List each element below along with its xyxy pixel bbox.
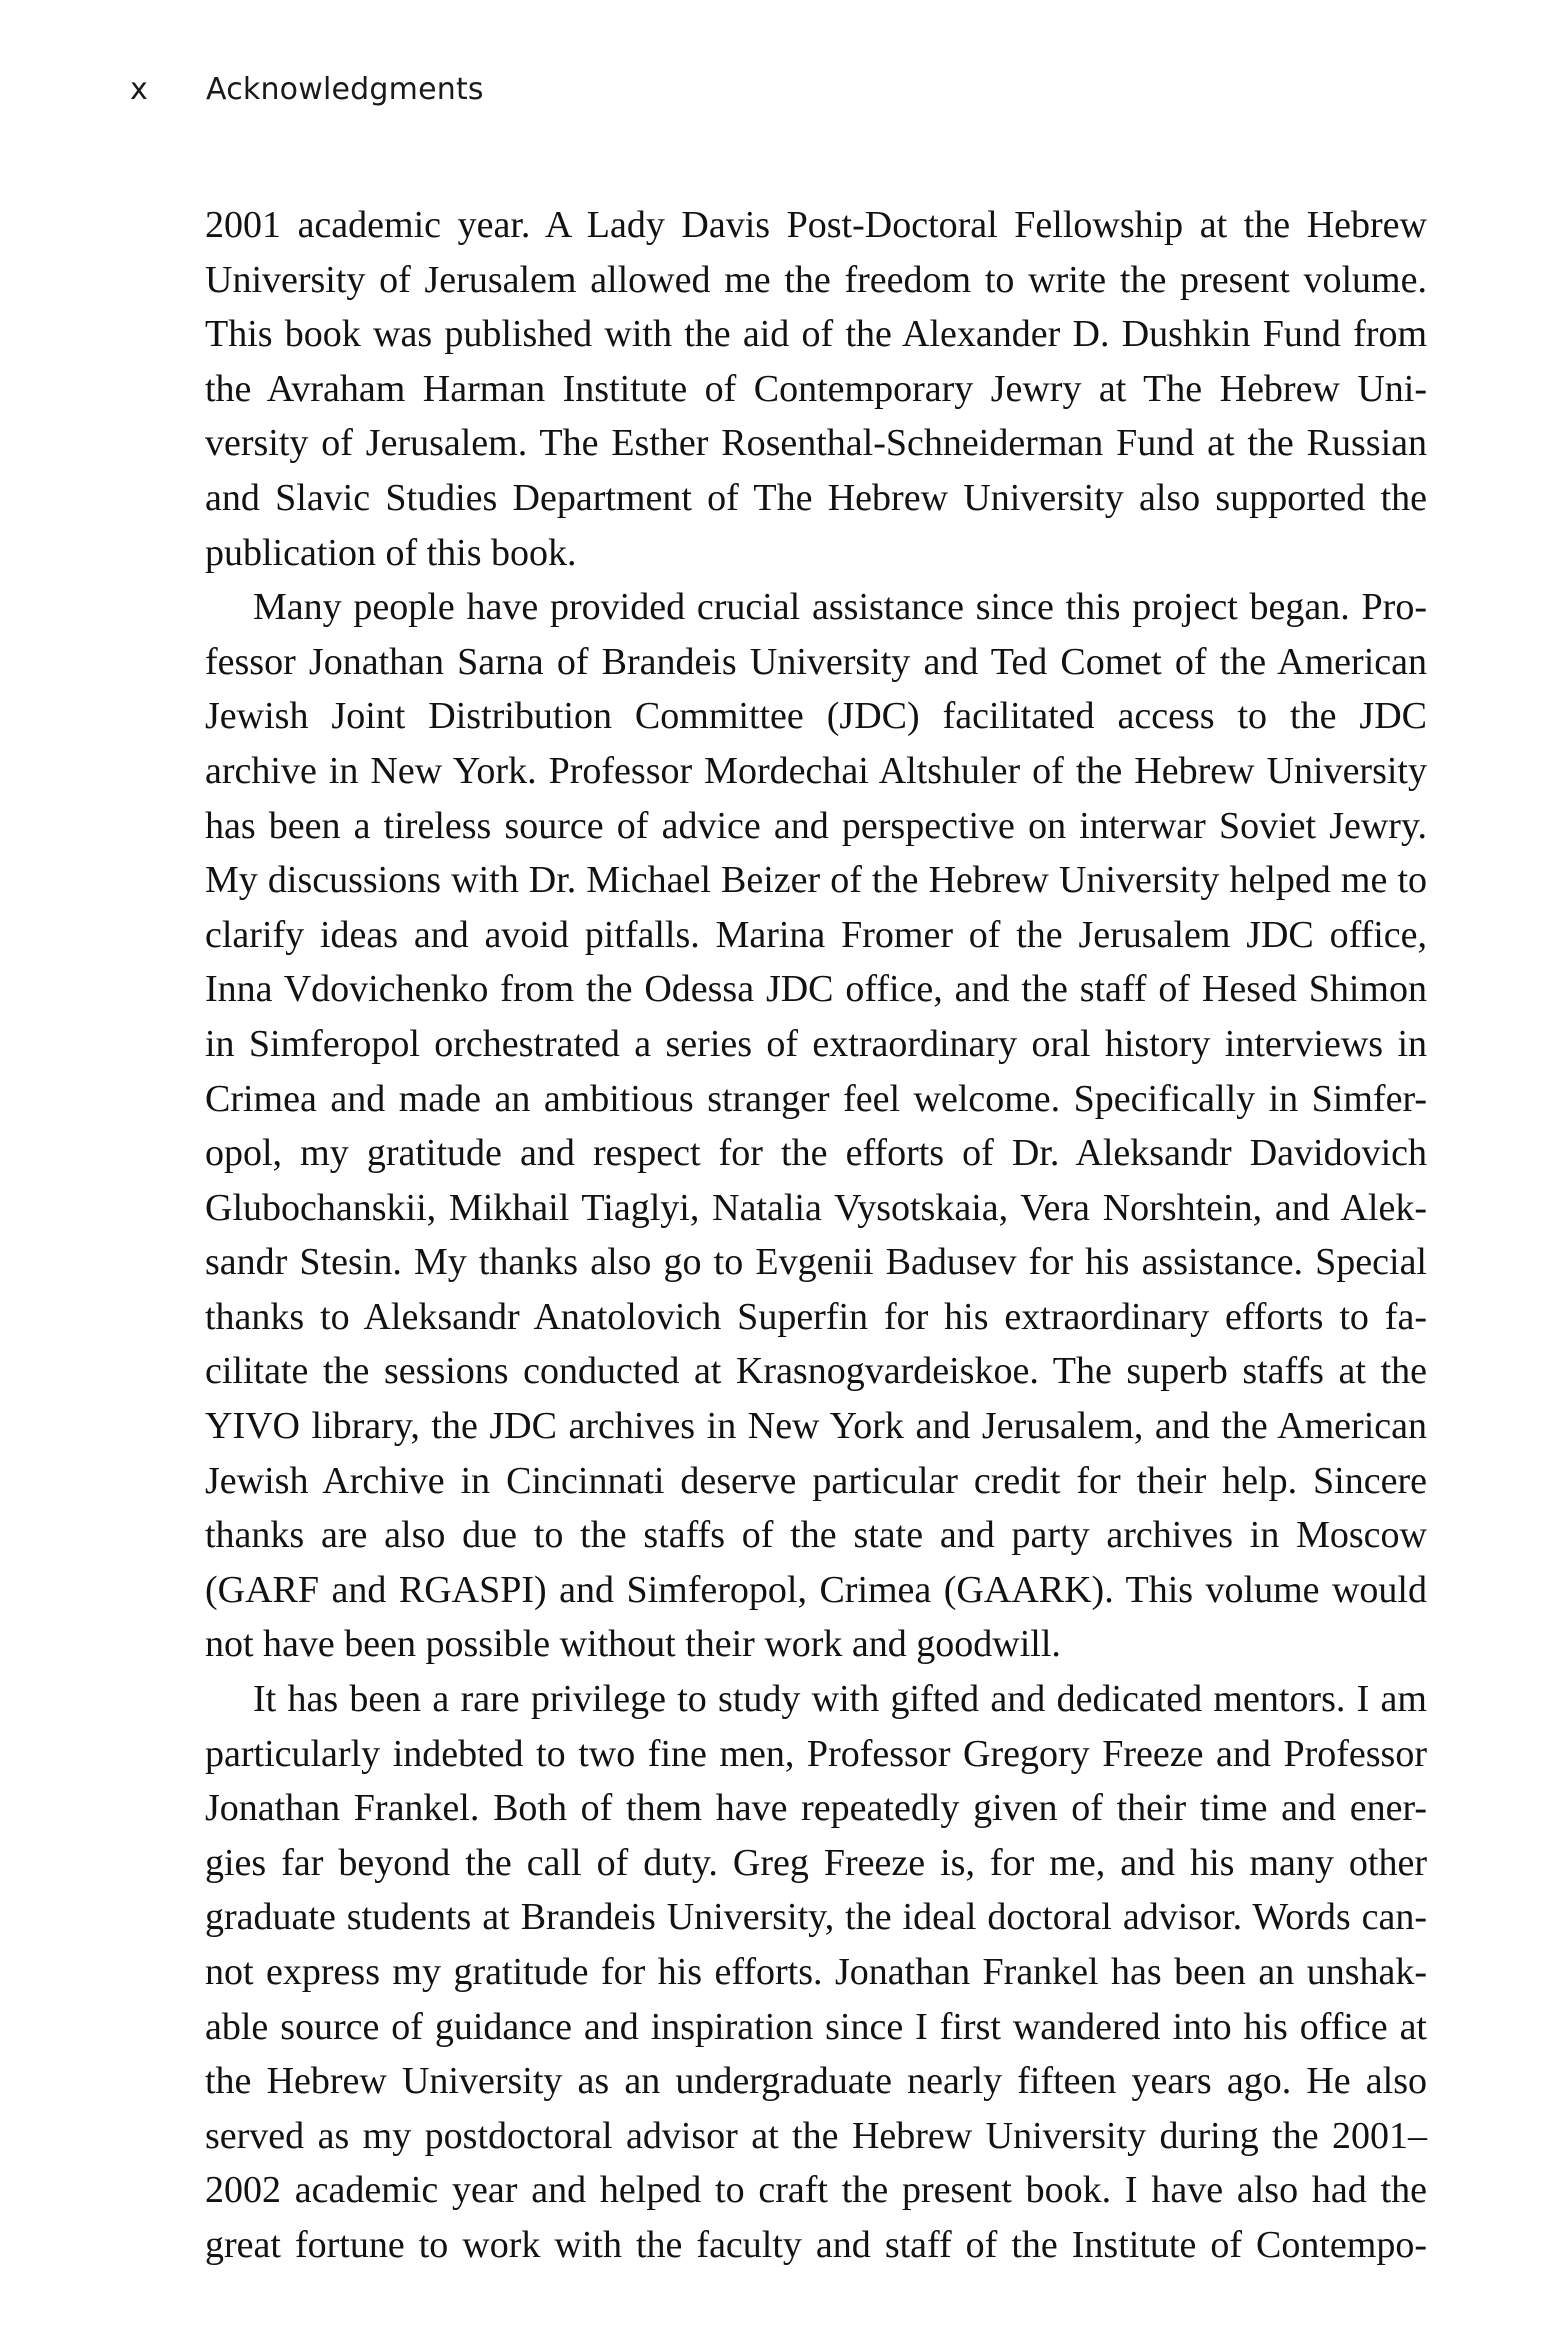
text-line: not express my gratitude for his efforts. Jonathan Frankel has been an unshak-	[205, 1951, 1427, 1993]
text-line: sandr Stesin. My thanks also go to Evgenii Badusev for his assistance. Special	[205, 1241, 1427, 1284]
running-head-title: Acknowledgments	[206, 72, 484, 107]
page-number: x	[130, 72, 148, 107]
text-line: clarify ideas and avoid pitfalls. Marina Fromer of the Jerusalem JDC office,	[205, 913, 1427, 956]
text-line: Jonathan Frankel. Both of them have repeatedly given of their time and ener-	[205, 1787, 1427, 1830]
text-line: 2001 academic year. A Lady Davis Post-Doctoral Fellowship at the Hebrew	[205, 204, 1427, 246]
text-line: thanks to Aleksandr Anatolovich Superfin for his extraordinary efforts to fa-	[205, 1295, 1427, 1338]
text-line: thanks are also due to the staffs of the state and party archives in Moscow	[205, 1514, 1427, 1557]
paragraph-3	[205, 1672, 1427, 2273]
text-line: graduate students at Brandeis University, the ideal doctoral advisor. Words can-	[205, 1896, 1427, 1939]
paragraph-2	[205, 580, 1427, 1672]
text-line: YIVO library, the JDC archives in New York and Jerusalem, and the American	[205, 1405, 1427, 1448]
text-line: not have been possible without their work and goodwill.	[205, 1623, 1061, 1666]
paragraph-1	[205, 198, 1427, 580]
text-line: It has been a rare privilege to study with gifted and dedicated mentors. I am	[253, 1678, 1427, 1721]
text-line: University of Jerusalem allowed me the freedom to write the present volume.	[205, 258, 1427, 301]
text-line: particularly indebted to two fine men, Professor Gregory Freeze and Professor	[205, 1732, 1427, 1775]
text-line: great fortune to work with the faculty and staff of the Institute of Contempo-	[205, 2223, 1427, 2266]
text-line: 2002 academic year and helped to craft the present book. I have also had the	[205, 2169, 1427, 2212]
text-line: and Slavic Studies Department of The Hebrew University also supported the	[205, 476, 1427, 519]
text-line: publication of this book.	[205, 531, 577, 574]
text-line: able source of guidance and inspiration since I first wandered into his office at	[205, 2005, 1427, 2048]
text-line: has been a tireless source of advice and perspective on interwar Soviet Jewry.	[205, 804, 1427, 847]
text-line: My discussions with Dr. Michael Beizer of the Hebrew University helped me to	[205, 859, 1427, 902]
text-line: the Avraham Harman Institute of Contemporary Jewry at The Hebrew Uni-	[205, 367, 1427, 410]
text-line: the Hebrew University as an undergraduate nearly fifteen years ago. He also	[205, 2060, 1427, 2103]
text-line: archive in New York. Professor Mordechai Altshuler of the Hebrew University	[205, 749, 1427, 792]
text-line: served as my postdoctoral advisor at the Hebrew University during the 2001–	[205, 2114, 1427, 2157]
running-head	[130, 72, 484, 107]
text-line: gies far beyond the call of duty. Greg Freeze is, for me, and his many other	[205, 1841, 1427, 1884]
text-line: (GARF and RGASPI) and Simferopol, Crimea (GAARK). This volume would	[205, 1568, 1427, 1611]
text-line: Crimea and made an ambitious stranger feel welcome. Specifically in Simfer-	[205, 1077, 1427, 1120]
text-line: Glubochanskii, Mikhail Tiaglyi, Natalia Vysotskaia, Vera Norshtein, and Alek-	[205, 1186, 1427, 1229]
body-text	[205, 198, 1427, 2273]
text-line: Many people have provided crucial assistance since this project began. Pro-	[253, 586, 1427, 629]
text-line: Inna Vdovichenko from the Odessa JDC office, and the staff of Hesed Shimon	[205, 968, 1427, 1011]
text-line: opol, my gratitude and respect for the efforts of Dr. Aleksandr Davidovich	[205, 1132, 1427, 1175]
text-line: Jewish Joint Distribution Committee (JDC) facilitated access to the JDC	[205, 695, 1427, 738]
text-line: This book was published with the aid of the Alexander D. Dushkin Fund from	[205, 313, 1427, 356]
text-line: in Simferopol orchestrated a series of extraordinary oral history interviews in	[205, 1022, 1427, 1065]
text-line: versity of Jerusalem. The Esther Rosenthal-Schneiderman Fund at the Russian	[205, 422, 1427, 465]
text-line: fessor Jonathan Sarna of Brandeis University and Ted Comet of the American	[205, 640, 1427, 683]
text-line: cilitate the sessions conducted at Krasnogvardeiskoe. The superb staffs at the	[205, 1350, 1427, 1393]
text-line: Jewish Archive in Cincinnati deserve particular credit for their help. Sincere	[205, 1459, 1427, 1502]
